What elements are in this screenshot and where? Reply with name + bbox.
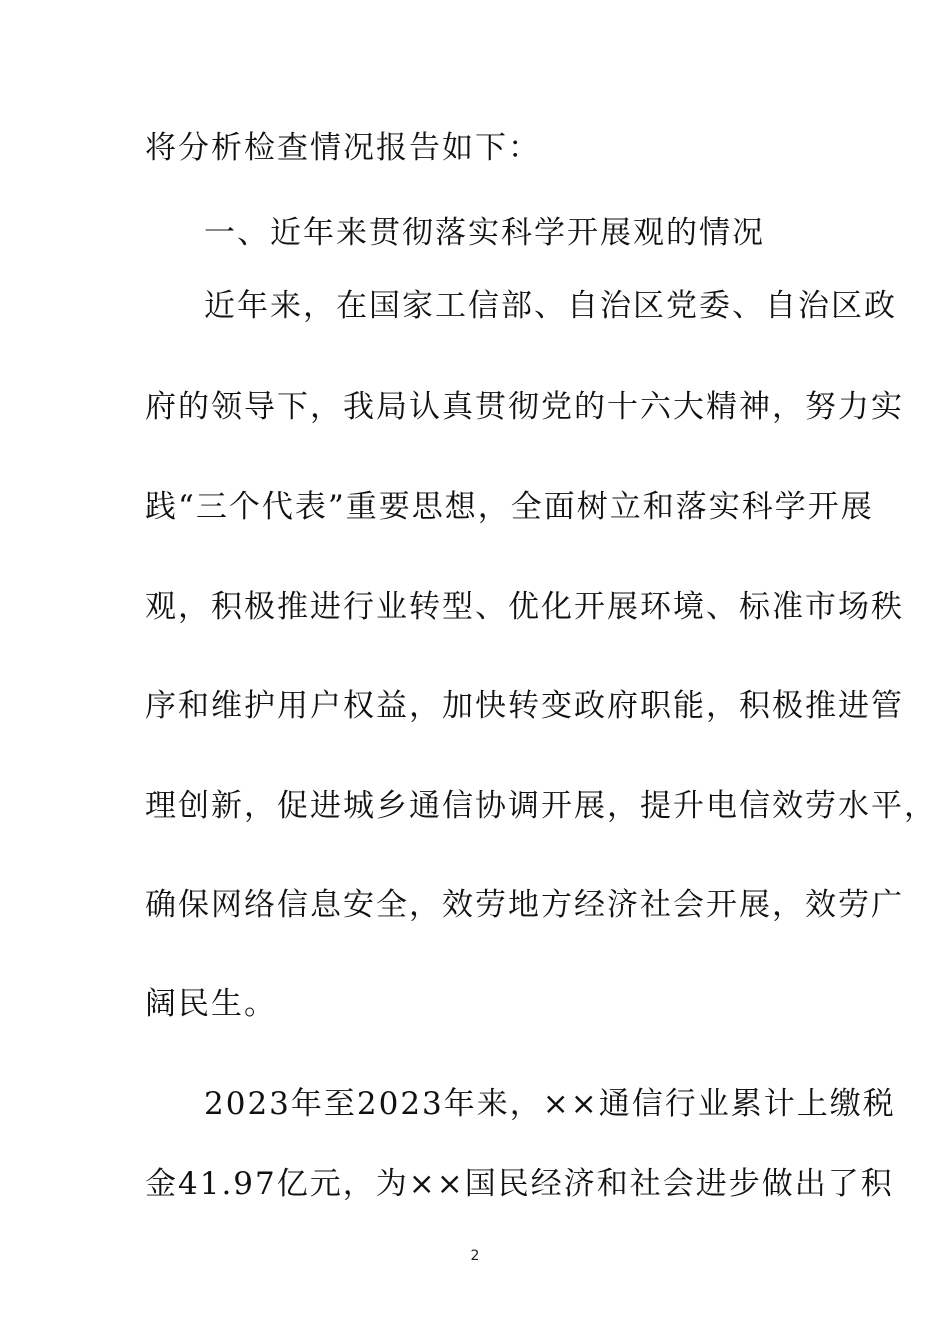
text-line-7: 序和维护用户权益，加快转变政府职能，积极推进管 [145,688,904,724]
page-number: 2 [470,1248,480,1264]
text-line-11: 2023年至2023年来，××通信行业累计上缴税 [204,1086,896,1122]
text-line-6: 观，积极推进行业转型、优化开展环境、标准市场秩 [145,589,904,625]
text-line-5: 践“三个代表”重要思想，全面树立和落实科学开展 [145,489,874,525]
section-heading: 一、近年来贯彻落实科学开展观的情况 [204,215,765,251]
text-line-12: 金41.97亿元，为××国民经济和社会进步做出了积 [145,1166,894,1202]
text-line-10: 阔民生。 [145,986,277,1022]
text-line-3: 近年来，在国家工信部、自治区党委、自治区政 [204,288,897,324]
text-line-4: 府的领导下，我局认真贯彻党的十六大精神，努力实 [145,389,904,425]
text-line-8: 理创新，促进城乡通信协调开展，提升电信效劳水平， [145,788,937,824]
text-line-1: 将分析检查情况报告如下： [145,130,541,166]
text-line-9: 确保网络信息安全，效劳地方经济社会开展，效劳广 [145,887,904,923]
